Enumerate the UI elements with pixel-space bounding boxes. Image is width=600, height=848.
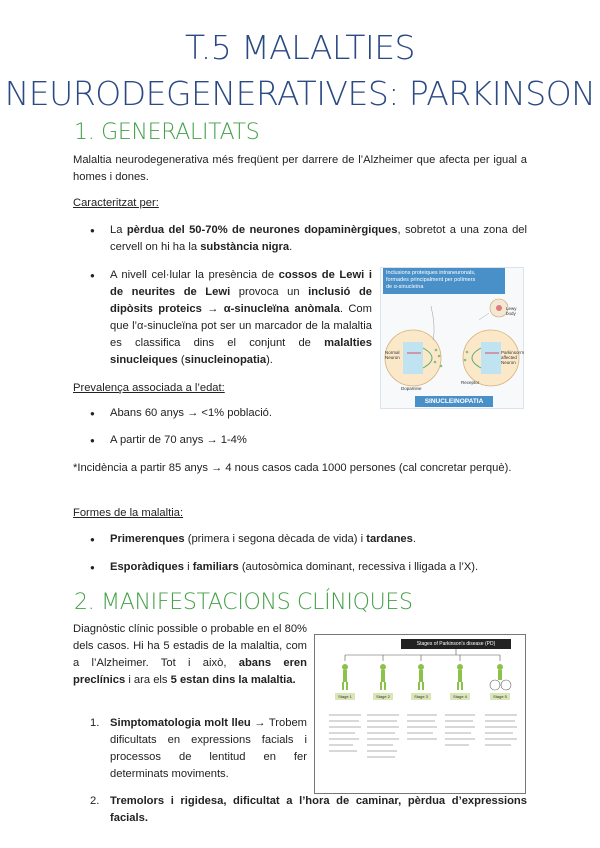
parkinson-stages-figure xyxy=(314,634,526,794)
caracteritzat-list xyxy=(110,222,527,256)
sinucleinopatia-badge: SINUCLEINOPATIA xyxy=(415,396,493,407)
caption-line: Inclusions proteiques intraneuronals, xyxy=(386,270,476,276)
list-item: ● A partir de 70 anys → 1-4% xyxy=(110,432,370,449)
stage-1-label: Stage 1 xyxy=(335,693,355,700)
label-receptor: Receptor xyxy=(461,380,480,385)
text: , sobretot a una zona del cervell on hi ha la xyxy=(110,224,527,253)
caption-line: formades principalment per polímers xyxy=(386,277,476,283)
text: → xyxy=(201,303,224,315)
section-heading-manifestacions: 2. MANIFESTACIONS CLÍNIQUES xyxy=(74,590,413,615)
text: ( xyxy=(177,354,185,366)
caption-line: de α-sinucleïna xyxy=(386,284,424,290)
formes-label: Formes de la malaltia: xyxy=(73,507,184,519)
label-affected-neuron: Parkinson's affected Neuron xyxy=(501,350,525,365)
bold-text: sinucleinopatia xyxy=(184,354,267,366)
sinucleinopatia-figure xyxy=(380,267,524,409)
stages-list-2 xyxy=(90,793,527,827)
text: (autosòmica dominant, recessiva i lligada a l’X). xyxy=(238,561,479,573)
bold-text: substància nigra xyxy=(200,241,290,253)
diagnostic-paragraph xyxy=(73,621,307,689)
list-number: 2. xyxy=(90,795,100,807)
incidencia-note: *Incidència a partir 85 anys → 4 nous casos cada 1000 persones (cal concretar perquè). xyxy=(73,462,512,474)
label-lewy-body: Lewy body xyxy=(506,306,517,316)
text: i xyxy=(183,561,193,573)
list-item xyxy=(90,715,307,783)
list-item xyxy=(110,559,527,576)
lewi-list xyxy=(110,267,372,369)
list-item xyxy=(110,267,372,369)
list-item xyxy=(90,793,527,827)
text: La xyxy=(110,224,127,236)
text: provoca un xyxy=(230,286,309,298)
bold-text: malalties sinucleiques xyxy=(110,337,372,366)
stages-connector xyxy=(315,635,525,695)
stage-4-label: Stage 4 xyxy=(450,693,470,700)
label-normal-neuron: Normal Neuron xyxy=(385,350,400,360)
synapse-illustration xyxy=(381,268,523,396)
stage-descriptions xyxy=(315,709,525,789)
section-heading-generalitats: 1. GENERALITATS xyxy=(74,120,260,145)
stages-list xyxy=(90,715,307,783)
text: ). xyxy=(266,354,273,366)
text: (primera i segona dècada de vida) i xyxy=(184,533,367,545)
prevalenca-list xyxy=(110,405,370,422)
list-item xyxy=(110,531,527,548)
bold-text: Simptomatologia molt lleu xyxy=(110,717,251,729)
page-title-line-2: NEURODEGENERATIVES: PARKINSON xyxy=(4,74,596,113)
page-title-line-1: T.5 MALALTIES xyxy=(184,28,415,67)
bold-text: familiars xyxy=(192,561,239,573)
bold-text: Tremolors i rigidesa, dificultat a l’hora de caminar, pèrdua d’expressions facials. xyxy=(110,795,527,824)
text: . Com que l’α-sinucleïna pot ser un marcador de la malaltia es classifica dins el conjunt de xyxy=(110,303,372,349)
stage-2-label: Stage 2 xyxy=(373,693,393,700)
bold-text: tardanes xyxy=(366,533,413,545)
bold-text: Primerenques xyxy=(110,533,185,545)
bold-text: cossos de Lewi i de neurites de Lewi xyxy=(110,269,372,298)
text: i ara els xyxy=(125,674,171,686)
formes-list xyxy=(110,531,527,548)
bold-text: α-sinucleïna anòmala xyxy=(223,303,340,315)
label-dopamine: Dopamine xyxy=(401,386,422,391)
bold-text: Esporàdiques xyxy=(110,561,184,573)
list-item xyxy=(110,222,527,256)
bold-text: pèrdua del 50-70% de neurones dopaminèrgiques xyxy=(126,224,398,236)
bold-text: 5 estan dins la malaltia. xyxy=(170,674,296,686)
bold-text: inclusió de dipòsits proteics xyxy=(110,286,373,315)
caracteritzat-label: Caracteritzat per: xyxy=(73,197,159,209)
stage-5-label: Stage 5 xyxy=(490,693,510,700)
text: Diagnòstic clínic possible o probable en el 80% dels casos. Hi ha 5 estadis de la malaltia, com a l’Alzheimer. Tot i això, xyxy=(73,623,307,669)
prevalenca-label: Prevalença associada a l’edat: xyxy=(73,382,225,394)
text: . xyxy=(412,533,416,545)
bold-text: abans eren preclínics xyxy=(73,657,307,686)
figure-header: Stages of Parkinson's disease (PD) xyxy=(401,639,511,649)
text: . xyxy=(289,241,293,253)
text: → Trobem dificultats en expressions facials i processos de lentitud en fer determinats moviments. xyxy=(110,717,307,780)
text: A nivell cel·lular la presència de xyxy=(110,269,279,281)
list-item: ● Abans 60 anys → <1% població. xyxy=(110,405,370,422)
intro-paragraph: Malaltia neurodegenerativa més freqüent per darrere de l’Alzheimer que afecta per igual a homes i dones. xyxy=(73,154,527,183)
list-number: 1. xyxy=(90,717,100,729)
stage-3-label: Stage 3 xyxy=(411,693,431,700)
prevalenca-list-2 xyxy=(110,432,370,449)
formes-list-2 xyxy=(110,559,527,576)
